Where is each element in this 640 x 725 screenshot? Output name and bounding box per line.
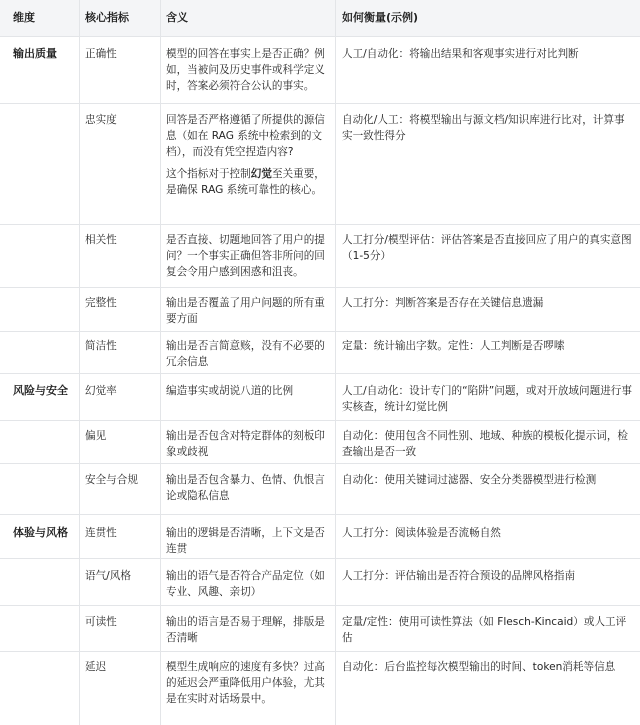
header-meaning: 含义 <box>166 11 188 24</box>
metric-coherence: 连贯性 <box>85 527 117 539</box>
row-divider <box>0 420 640 421</box>
header-measure: 如何衡量(示例) <box>342 11 419 24</box>
row-divider <box>0 558 640 559</box>
note-text: 至关重要，是确保 RAG 系统可靠性的核心。 <box>166 168 325 196</box>
measure-bias: 自动化：使用包含不同性别、地域、种族的模板化提示词，检查输出是否一致 <box>342 430 629 458</box>
meaning-latency: 模型生成响应的速度有多快？过高的延迟会严重降低用户体验，尤其是在实时对话场景中。 <box>166 661 325 705</box>
meaning-faithfulness <box>166 112 334 198</box>
row-divider <box>0 605 640 606</box>
metric-completeness: 完整性 <box>85 297 117 309</box>
note-emphasis: 幻觉 <box>250 168 272 180</box>
note-text: 这个指标对于控制 <box>166 168 251 180</box>
group-risk-safety: 风险与安全 <box>13 384 68 397</box>
metric-latency: 延迟 <box>85 661 107 673</box>
meaning-safety-compliance: 输出是否包含暴力、色情、仇恨言论或隐私信息 <box>166 474 325 502</box>
header-metric: 核心指标 <box>85 11 129 24</box>
column-divider <box>335 0 336 725</box>
measure-coherence: 人工打分：阅读体验是否流畅自然 <box>342 527 501 539</box>
row-divider <box>0 651 640 652</box>
meaning-correctness: 模型的回答在事实上是否正确？例如，当被问及历史事件或科学定义时，答案必须符合公认的事实。 <box>166 48 325 92</box>
meaning-bias: 输出是否包含对特定群体的刻板印象或歧视 <box>166 430 325 458</box>
column-divider <box>79 0 80 725</box>
measure-correctness: 人工/自动化：将输出结果和客观事实进行对比判断 <box>342 48 579 60</box>
row-divider <box>0 514 640 515</box>
column-divider <box>160 0 161 725</box>
row-divider <box>0 287 640 288</box>
meaning-faithfulness-note <box>166 166 334 198</box>
row-divider <box>0 463 640 464</box>
measure-tone-style: 人工打分：评估输出是否符合预设的品牌风格指南 <box>342 570 576 582</box>
metric-tone-style: 语气/风格 <box>85 570 131 582</box>
meaning-hallucination-rate: 编造事实或胡说八道的比例 <box>166 385 294 397</box>
group-experience-style: 体验与风格 <box>13 526 68 539</box>
header-dimension: 维度 <box>13 11 35 24</box>
measure-conciseness: 定量：统计输出字数。定性：人工判断是否啰嗦 <box>342 340 565 352</box>
meaning-completeness: 输出是否覆盖了用户问题的所有重要方面 <box>166 297 325 325</box>
measure-safety-compliance: 自动化：使用关键词过滤器、安全分类器模型进行检测 <box>342 474 597 486</box>
row-divider <box>0 103 640 104</box>
measure-completeness: 人工打分：判断答案是否存在关键信息遗漏 <box>342 297 544 309</box>
row-divider <box>0 331 640 332</box>
row-divider <box>0 373 640 374</box>
measure-faithfulness: 自动化/人工：将模型输出与源文档/知识库进行比对，计算事实一致性得分 <box>342 114 625 142</box>
group-output-quality: 输出质量 <box>13 47 57 60</box>
measure-latency: 自动化：后台监控每次模型输出的时间、token消耗等信息 <box>342 661 616 673</box>
measure-hallucination-rate: 人工/自动化：设计专门的“陷阱”问题，或对开放域问题进行事实核查，统计幻觉比例 <box>342 385 632 413</box>
measure-readability: 定量/定性：使用可读性算法（如 Flesch-Kincaid）或人工评估 <box>342 616 627 644</box>
measure-relevance: 人工打分/模型评估：评估答案是否直接回应了用户的真实意图（1-5分） <box>342 234 632 262</box>
meaning-faithfulness-main: 回答是否严格遵循了所提供的源信息（如在 RAG 系统中检索到的文档），而没有凭空捏造内容? <box>166 114 325 158</box>
row-divider <box>0 36 640 37</box>
metric-hallucination-rate: 幻觉率 <box>85 385 117 397</box>
metric-conciseness: 简洁性 <box>85 340 117 352</box>
meaning-coherence: 输出的逻辑是否清晰，上下文是否连贯 <box>166 527 325 555</box>
metric-correctness: 正确性 <box>85 48 117 60</box>
meaning-tone-style: 输出的语气是否符合产品定位（如专业、风趣、亲切） <box>166 570 325 598</box>
metric-safety-compliance: 安全与合规 <box>85 474 138 486</box>
meaning-conciseness: 输出是否言简意赅，没有不必要的冗余信息 <box>166 340 325 368</box>
metric-readability: 可读性 <box>85 616 117 628</box>
metric-faithfulness: 忠实度 <box>85 114 117 126</box>
metric-bias: 偏见 <box>85 430 107 442</box>
metric-relevance: 相关性 <box>85 234 117 246</box>
meaning-relevance: 是否直接、切题地回答了用户的提问？一个事实正确但答非所问的回复会令用户感到困惑和沮丧。 <box>166 234 325 278</box>
meaning-readability: 输出的语言是否易于理解，排版是否清晰 <box>166 616 325 644</box>
row-divider <box>0 224 640 225</box>
